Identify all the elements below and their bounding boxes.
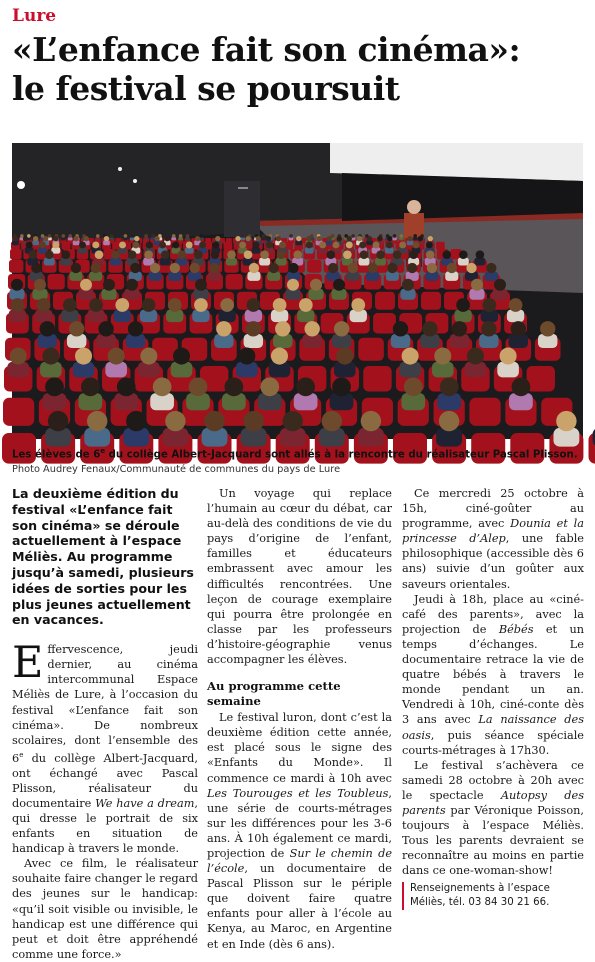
- spectator-head: [48, 234, 52, 238]
- seat: [421, 292, 441, 310]
- paragraph-7: [402, 758, 584, 879]
- p1-sup: e: [19, 751, 23, 759]
- spectator-head: [134, 236, 139, 241]
- spectator-head: [246, 236, 251, 241]
- spectator-head: [28, 250, 37, 259]
- spectator-head: [360, 250, 369, 259]
- spectator-head: [195, 279, 207, 291]
- spectator-head: [173, 348, 190, 365]
- seat: [62, 242, 71, 250]
- spectator-head: [296, 236, 301, 241]
- spectator-head: [45, 377, 64, 396]
- spectator-head: [87, 411, 107, 431]
- spectator-head: [179, 234, 183, 238]
- spectator-head: [299, 298, 313, 312]
- spectator-head: [247, 298, 261, 312]
- spectator-head: [343, 250, 352, 259]
- spectator-head: [440, 377, 459, 396]
- spectator-head: [126, 411, 146, 431]
- spectator-head: [306, 241, 313, 248]
- spectator-head: [165, 411, 185, 431]
- caption-text-a: Les élèves de 6: [12, 449, 100, 460]
- column-1: [12, 486, 198, 936]
- spectator-head: [212, 241, 219, 248]
- spectator-head: [48, 411, 68, 431]
- spectator-head: [334, 321, 349, 336]
- spectator-head: [225, 377, 244, 396]
- spectator-head: [279, 241, 286, 248]
- spectator-head: [346, 241, 353, 248]
- spectator-head: [413, 234, 417, 238]
- spectator-head: [103, 279, 115, 291]
- spectator-head: [326, 236, 331, 241]
- spectator-head: [413, 241, 420, 248]
- spectator-head: [351, 234, 355, 238]
- spectator-head: [456, 298, 470, 312]
- spectator-head: [128, 321, 143, 336]
- photo-caption: [12, 444, 584, 477]
- seat: [48, 274, 65, 289]
- paragraph-5: [402, 486, 584, 592]
- spectator-head: [400, 234, 404, 238]
- spectator-head: [132, 241, 139, 248]
- spectator-head: [170, 263, 180, 273]
- spectator-head: [359, 241, 366, 248]
- spectator-head: [34, 279, 46, 291]
- spectator-head: [159, 241, 166, 248]
- spectator-head: [215, 236, 220, 241]
- spectator-head: [347, 236, 352, 241]
- spectator-head: [31, 263, 41, 273]
- photo-credit: Photo Audrey Fenaux/Communauté de communes du pays de Lure: [12, 464, 340, 475]
- spectator-head: [260, 377, 279, 396]
- spectator-head: [23, 236, 28, 241]
- spectator-head: [422, 321, 437, 336]
- spectator-head: [269, 263, 279, 273]
- spectator-head: [426, 250, 435, 259]
- p4-text-b: , une série de courts-métrages sur les différences pour les 3-6 ans. À 10h également ce mardi, projection de: [207, 787, 392, 860]
- spectator-head: [108, 348, 125, 365]
- spectator-head: [168, 298, 182, 312]
- spectator-head: [377, 236, 382, 241]
- spectator-head: [33, 236, 38, 241]
- spectator-head: [128, 250, 137, 259]
- spectator-head: [140, 348, 157, 365]
- spectator-head: [244, 250, 253, 259]
- spectator-head: [427, 263, 437, 273]
- spectator-head: [172, 241, 179, 248]
- spectator-head: [442, 250, 451, 259]
- standfirst: La deuxième édition du festival «L’enfance fait son cinéma» se déroule actuellement à l’espace Méliès. Au programme jusqu’à samedi, plusieurs idées de sorties pour les plus jeunes actuellement en vacances.: [12, 486, 198, 628]
- spectator-head: [227, 250, 236, 259]
- p1-text-b: du collège Albert-Jacquard, ont échangé avec Pascal Plisson, réalisateur du documentaire: [12, 752, 198, 810]
- spectator-head: [332, 377, 351, 396]
- spectator-head: [150, 263, 160, 273]
- spectator-head: [172, 234, 176, 238]
- seat: [375, 292, 395, 310]
- spectator-head: [500, 348, 517, 365]
- p4-film-1: Les Tourouges et les Toubleus: [207, 787, 388, 800]
- spectator-head: [199, 241, 206, 248]
- spectator-head: [434, 348, 451, 365]
- spectator-head: [52, 241, 59, 248]
- spectator-head: [512, 377, 531, 396]
- spectator-head: [256, 236, 261, 241]
- spectator-head: [351, 298, 365, 312]
- spectator-head: [262, 234, 266, 238]
- spectator-head: [96, 234, 100, 238]
- spectator-head: [486, 263, 496, 273]
- spectator-head: [75, 348, 92, 365]
- headline: [12, 30, 584, 108]
- seat: [373, 313, 396, 334]
- column-2: [207, 486, 392, 936]
- spectator-head: [483, 298, 497, 312]
- p6-text-c: , puis séance spéciale courts-métrages à 17h30.: [402, 729, 584, 757]
- spectator-head: [151, 234, 155, 238]
- spectator-head: [376, 250, 385, 259]
- spectator-head: [13, 236, 18, 241]
- spectator-head: [319, 241, 326, 248]
- p6-film-1: Bébés: [499, 623, 534, 636]
- seat: [307, 260, 321, 273]
- seat: [527, 366, 555, 392]
- spectator-head: [10, 348, 27, 365]
- spectator-head: [402, 348, 419, 365]
- paragraph-6: [402, 592, 584, 758]
- spectator-head: [194, 250, 203, 259]
- spectator-head: [239, 241, 246, 248]
- spectator-head: [357, 236, 362, 241]
- spectator-head: [260, 250, 269, 259]
- spectator-head: [556, 411, 576, 431]
- spectator-head: [26, 241, 33, 248]
- spectator-head: [409, 250, 418, 259]
- spectator-head: [407, 263, 417, 273]
- spectator-head: [92, 241, 99, 248]
- spectator-head: [63, 298, 77, 312]
- spectator-head: [348, 263, 358, 273]
- spectator-head: [119, 241, 126, 248]
- spectator-head: [283, 411, 303, 431]
- spectator-head: [45, 250, 54, 259]
- spectator-head: [238, 348, 255, 365]
- spectator-head: [11, 279, 23, 291]
- spectator-head: [266, 241, 273, 248]
- subheading: Au programme cette semaine: [207, 679, 392, 708]
- spectator-head: [200, 234, 204, 238]
- seat: [358, 338, 384, 361]
- spectator-head: [241, 234, 245, 238]
- spectator-head: [42, 348, 59, 365]
- spectator-head: [243, 411, 263, 431]
- spectator-head: [367, 263, 377, 273]
- spectator-head: [80, 279, 92, 291]
- seat: [363, 366, 391, 392]
- spectator-head: [276, 236, 281, 241]
- spectator-head: [146, 241, 153, 248]
- p5-text-a: Ce mercredi 25 octobre à 15h, ciné-goûter au programme, avec: [402, 487, 584, 530]
- spectator-head: [153, 377, 172, 396]
- p6-text-a: Jeudi à 18h, place au «ciné-café des parents», avec la projection de: [402, 593, 584, 636]
- spectator-head: [404, 377, 423, 396]
- spectator-head: [165, 236, 170, 241]
- spectator-head: [115, 298, 129, 312]
- paragraph-4: [207, 710, 392, 952]
- paragraph-2: Avec ce film, le réalisateur souhaite faire changer le regard des jeunes sur le handicap: «qu’il soit visible ou invisible, le handicap est une différence qui peut et doit être appréhendé comme une force.»: [12, 856, 198, 962]
- spectator-head: [154, 236, 159, 241]
- spectator-head: [273, 298, 287, 312]
- spectator-head: [271, 348, 288, 365]
- spectator-head: [189, 263, 199, 273]
- paragraph-1: [12, 642, 198, 856]
- spectator-head: [426, 241, 433, 248]
- spectator-head: [37, 298, 51, 312]
- seat: [469, 398, 500, 426]
- spectator-head: [95, 250, 104, 259]
- section-kicker: Lure: [12, 6, 56, 26]
- spectator-head: [511, 321, 526, 336]
- spectator-head: [161, 250, 170, 259]
- spectator-head: [73, 236, 78, 241]
- spectator-head: [194, 298, 208, 312]
- spectator-head: [235, 236, 240, 241]
- p7-text-a: Le festival s’achèvera ce samedi 28 octobre à 20h avec le spectacle: [402, 759, 584, 802]
- spectator-head: [306, 236, 311, 241]
- caption-sup: e: [100, 447, 105, 455]
- spectator-head: [393, 250, 402, 259]
- seat: [226, 274, 243, 289]
- p6-text-b: et un temps d’échanges. Le documentaire retrace la vie de quatre bébés à travers le monde pendant un an. Vendredi à 10h, ciné-conte dès 3 ans avec: [402, 623, 584, 727]
- spectator-head: [209, 263, 219, 273]
- spectator-head: [277, 250, 286, 259]
- spectator-head: [466, 263, 476, 273]
- spectator-head: [62, 250, 71, 259]
- spectator-head: [540, 321, 555, 336]
- p5-text-b: , une fable philosophique (accessible dès 6 ans) suivie d’un goûter aux saveurs orientales.: [402, 532, 584, 590]
- spectator-head: [481, 321, 496, 336]
- p6-film-2: La naissance des oasis: [402, 713, 584, 741]
- spectator-head: [467, 348, 484, 365]
- spectator-head: [246, 321, 261, 336]
- spectator-head: [124, 234, 128, 238]
- spectator-head: [98, 321, 113, 336]
- paragraph-3: Un voyage qui replace l’humain au cœur du débat, car au-delà des conditions de vie du pays d’origine de l’enfant, familles et éducateurs embrassent avec amour les difficultés rencontrées. Une leçon de courage exemplaire qui pourra être prolongée en classe par les professeurs d’histoire-géographie venus accompagner les élèves.: [207, 486, 392, 667]
- article-photo: [12, 143, 583, 439]
- spectator-head: [293, 250, 302, 259]
- spectator-head: [476, 250, 485, 259]
- spectator-head: [131, 234, 135, 238]
- spectator-head: [266, 236, 271, 241]
- spectator-head: [399, 241, 406, 248]
- spectator-head: [387, 263, 397, 273]
- spectator-head: [186, 241, 193, 248]
- p4-text-c: , un documentaire de Pascal Plisson sur le périple que doivent faire quatre enfants pour aller à l’école au Kenya, au Maroc, en Argentine et en Inde (dès 6 ans).: [207, 862, 392, 950]
- spectator-head: [204, 411, 224, 431]
- spectator-head: [316, 236, 321, 241]
- spectator-head: [337, 236, 342, 241]
- spectator-head: [509, 298, 523, 312]
- spectator-head: [144, 250, 153, 259]
- p5-film: Dounia et la princesse d’Alep: [402, 517, 584, 545]
- p4-film-2: Sur le chemin de l’école: [207, 847, 392, 875]
- spectator-head: [296, 377, 315, 396]
- spectator-head: [142, 298, 156, 312]
- spectator-head: [287, 279, 299, 291]
- spectator-head: [177, 250, 186, 259]
- spectator-head: [68, 234, 72, 238]
- spectator-head: [62, 234, 66, 238]
- spectator-head: [373, 241, 380, 248]
- spectator-head: [249, 263, 259, 273]
- spectator-head: [20, 234, 24, 238]
- spectator-head: [130, 263, 140, 273]
- info-box: Renseignements à l’espace Méliès, tél. 03 84 30 21 66.: [402, 882, 584, 910]
- spectator-head: [216, 321, 231, 336]
- spectator-head: [40, 321, 55, 336]
- spectator-head: [494, 279, 506, 291]
- spectator-head: [71, 263, 81, 273]
- drop-cap: E: [12, 642, 47, 682]
- headline-line-2: le festival se poursuit: [12, 69, 584, 108]
- p1-text-c: , qui dresse le portrait de six enfants en situation de handicap à travers le monde.: [12, 797, 198, 855]
- spectator-head: [393, 234, 397, 238]
- spectator-head: [333, 279, 345, 291]
- spectator-head: [211, 250, 220, 259]
- seat: [10, 249, 22, 259]
- spectator-head: [110, 234, 114, 238]
- spectator-head: [393, 321, 408, 336]
- p7-text-b: par Véronique Poisson, toujours à l’espace Méliès. Tous les parents devraient se reconnaître au moins en partie dans ce one-woman-show!: [402, 804, 584, 877]
- spectator-head: [361, 411, 381, 431]
- spectator-head: [310, 279, 322, 291]
- headline-line-1: «L’enfance fait son cinéma»:: [12, 30, 584, 69]
- spectator-head: [387, 236, 392, 241]
- spectator-head: [289, 234, 293, 238]
- spectator-head: [367, 236, 372, 241]
- spectator-head: [53, 236, 58, 241]
- spectator-head: [39, 241, 46, 248]
- spectator-head: [471, 279, 483, 291]
- seat: [224, 242, 233, 250]
- spectator-head: [79, 241, 86, 248]
- spectator-head: [126, 279, 138, 291]
- spectator-head: [418, 236, 423, 241]
- spectator-head: [305, 321, 320, 336]
- spectator-head: [104, 236, 109, 241]
- seat: [9, 260, 23, 273]
- spectator-head: [459, 250, 468, 259]
- spectator-head: [386, 241, 393, 248]
- spectator-head: [332, 241, 339, 248]
- spectator-head: [220, 298, 234, 312]
- spectator-head: [81, 377, 100, 396]
- spectator-head: [252, 241, 259, 248]
- spectator-head: [336, 348, 353, 365]
- spectator-head: [452, 321, 467, 336]
- spectator-head: [327, 250, 336, 259]
- spectator-head: [91, 263, 101, 273]
- spectator-head: [144, 234, 148, 238]
- caption-text-b: du collège Albert-Jacquard sont allés à la rencontre du réalisateur Pascal Plisson.: [105, 449, 578, 460]
- spectator-head: [402, 279, 414, 291]
- seat: [3, 398, 34, 426]
- seat: [436, 242, 445, 250]
- spectator-head: [195, 236, 200, 241]
- p7-show: Autopsy des parents: [402, 789, 584, 817]
- spectator-head: [117, 377, 136, 396]
- spectator-head: [11, 298, 25, 312]
- cinema-photo-illustration: [12, 143, 583, 439]
- spectator-head: [288, 263, 298, 273]
- spectator-head: [69, 321, 84, 336]
- spectator-head: [189, 377, 208, 396]
- p1-text-a: ffervescence, jeudi dernier, au cinéma intercommunal Espace Méliès de Lure, à l’occasion du festival «L’enfance fait son cinéma». De nombreux scolaires, dont l’ensemble des 6: [12, 643, 198, 764]
- spectator-head: [439, 411, 459, 431]
- spectator-head: [407, 236, 412, 241]
- spectator-head: [84, 236, 89, 241]
- spectator-head: [89, 298, 103, 312]
- spectator-head: [447, 263, 457, 273]
- p1-film-title: We have a dream: [95, 797, 194, 810]
- column-3: [402, 486, 584, 936]
- spectator-head: [43, 236, 48, 241]
- spectator-head: [186, 234, 190, 238]
- p4-text-a: Le festival luron, dont c’est la deuxième édition cette année, est placé sous le signe des «Enfants du Monde». Il commence ce mardi à 10h avec: [207, 711, 392, 784]
- spectator-head: [275, 321, 290, 336]
- spectator-head: [111, 250, 120, 259]
- spectator-head: [328, 263, 338, 273]
- spectator-head: [322, 411, 342, 431]
- spectator-head: [428, 236, 433, 241]
